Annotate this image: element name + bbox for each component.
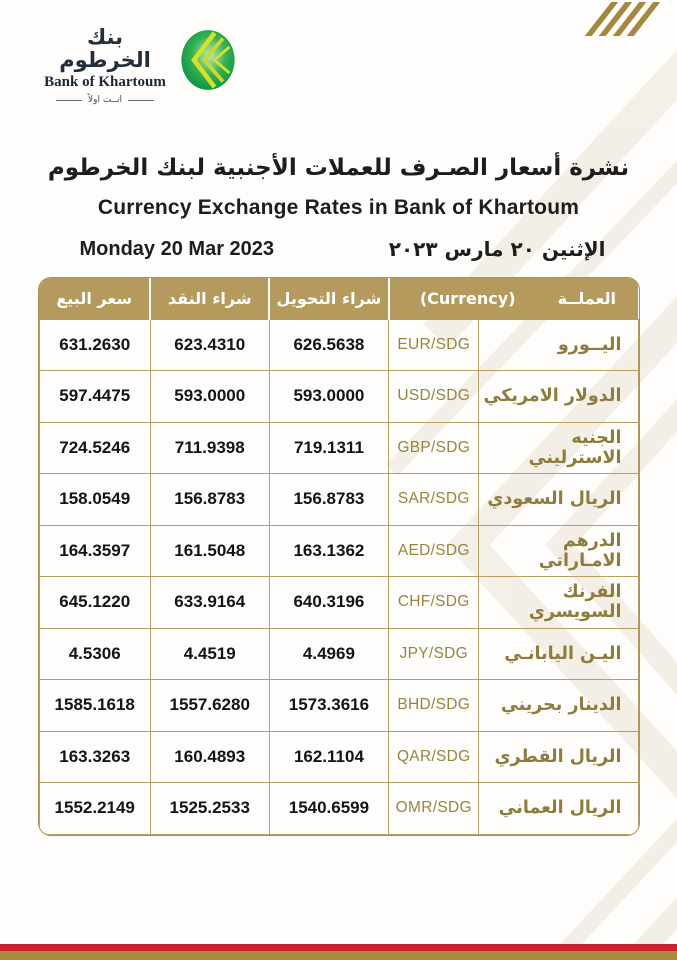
sell-price-cell: 597.4475 bbox=[39, 371, 150, 423]
currency-name-cell: اليــورو bbox=[479, 319, 638, 371]
transfer-buy-cell: 162.1104 bbox=[269, 731, 389, 783]
cash-buy-cell: 1557.6280 bbox=[150, 680, 269, 732]
currency-name-cell: الريال القطري bbox=[479, 731, 638, 783]
transfer-buy-cell: 163.1362 bbox=[269, 525, 389, 577]
currency-name-cell: الجنيه الاسترليني bbox=[479, 422, 638, 474]
currency-code-cell: SAR/SDG bbox=[389, 474, 479, 526]
title-english: Currency Exchange Rates in Bank of Khartoum bbox=[97, 196, 580, 220]
title-arabic: نشرة أسعار الصـرف للعملات الأجنبية لبنك الخرطوم bbox=[47, 155, 630, 182]
sell-price-cell: 645.1220 bbox=[39, 577, 150, 629]
transfer-buy-cell: 640.3196 bbox=[269, 577, 389, 629]
currency-code-cell: CHF/SDG bbox=[389, 577, 479, 629]
header-currency-english: (Currency) bbox=[419, 288, 516, 308]
currency-code-cell: USD/SDG bbox=[389, 371, 479, 423]
sell-price-cell: 1552.2149 bbox=[39, 783, 150, 835]
sell-price-cell: 724.5246 bbox=[39, 422, 150, 474]
cash-buy-cell: 633.9164 bbox=[150, 577, 269, 629]
table-row bbox=[39, 474, 638, 526]
sell-price-cell: 1585.1618 bbox=[39, 680, 150, 732]
sell-price-cell: 4.5306 bbox=[39, 628, 150, 680]
date-row bbox=[38, 237, 640, 261]
header-cash-buy: شراء النقد bbox=[150, 278, 269, 319]
cash-buy-cell: 4.4519 bbox=[150, 628, 269, 680]
currency-code-cell: AED/SDG bbox=[389, 525, 479, 577]
table-row bbox=[39, 422, 638, 474]
transfer-buy-cell: 626.5638 bbox=[269, 319, 389, 371]
cash-buy-cell: 161.5048 bbox=[150, 525, 269, 577]
cash-buy-cell: 156.8783 bbox=[150, 474, 269, 526]
currency-name-cell: الريال العماني bbox=[479, 783, 638, 835]
transfer-buy-cell: 719.1311 bbox=[269, 422, 389, 474]
currency-name-cell: الدرهم الامـاراتي bbox=[479, 525, 638, 577]
cash-buy-cell: 593.0000 bbox=[150, 371, 269, 423]
currency-name-cell: اليـن اليابانـي bbox=[479, 628, 638, 680]
bank-logo bbox=[0, 0, 677, 105]
tagline-dash bbox=[128, 100, 154, 101]
currency-name-cell: الفرنك السويسري bbox=[479, 577, 638, 629]
header-transfer-buy: شراء التحويل bbox=[269, 278, 389, 319]
table-header-row bbox=[39, 278, 638, 319]
date-english: Monday 20 Mar 2023 bbox=[79, 237, 275, 260]
table-row bbox=[39, 783, 638, 835]
bank-name-english: Bank of Khartoum bbox=[44, 74, 166, 91]
transfer-buy-cell: 593.0000 bbox=[269, 371, 389, 423]
sell-price-cell: 164.3597 bbox=[39, 525, 150, 577]
table-row bbox=[39, 731, 638, 783]
sell-price-cell: 631.2630 bbox=[39, 319, 150, 371]
currency-name-cell: الدينار بحريني bbox=[479, 680, 638, 732]
sell-price-cell: 158.0549 bbox=[39, 474, 150, 526]
bank-tagline bbox=[40, 95, 170, 105]
header-sell-price: سعر البيع bbox=[39, 278, 150, 319]
cash-buy-cell: 160.4893 bbox=[150, 731, 269, 783]
cash-buy-cell: 711.9398 bbox=[150, 422, 269, 474]
table-row bbox=[39, 577, 638, 629]
transfer-buy-cell: 4.4969 bbox=[269, 628, 389, 680]
bulletin-titles bbox=[0, 155, 677, 261]
transfer-buy-cell: 156.8783 bbox=[269, 474, 389, 526]
table-row bbox=[39, 525, 638, 577]
transfer-buy-cell: 1573.3616 bbox=[269, 680, 389, 732]
currency-name-cell: الريال السعودي bbox=[479, 474, 638, 526]
header-currency bbox=[389, 278, 638, 319]
currency-code-cell: BHD/SDG bbox=[389, 680, 479, 732]
cash-buy-cell: 1525.2533 bbox=[150, 783, 269, 835]
bank-name-arabic: بنك الخرطوم bbox=[59, 25, 151, 73]
currency-code-cell: QAR/SDG bbox=[389, 731, 479, 783]
cash-buy-cell: 623.4310 bbox=[150, 319, 269, 371]
currency-code-cell: JPY/SDG bbox=[389, 628, 479, 680]
rates-table bbox=[39, 278, 639, 835]
date-arabic: الإثنين ٢٠ مارس ٢٠٢٣ bbox=[388, 237, 606, 262]
bank-logo-text bbox=[40, 26, 170, 105]
bank-logo-mark-icon bbox=[180, 28, 236, 92]
header-currency-arabic: العملــة bbox=[557, 288, 616, 308]
rates-table-container bbox=[38, 277, 640, 836]
table-row bbox=[39, 319, 638, 371]
currency-code-cell: EUR/SDG bbox=[389, 319, 479, 371]
footer-gold-stripe bbox=[0, 951, 677, 960]
currency-code-cell: GBP/SDG bbox=[389, 422, 479, 474]
currency-code-cell: OMR/SDG bbox=[389, 783, 479, 835]
table-row bbox=[39, 628, 638, 680]
tagline-dash bbox=[56, 100, 82, 101]
currency-name-cell: الدولار الامريكي bbox=[479, 371, 638, 423]
table-row bbox=[39, 371, 638, 423]
footer-red-stripe bbox=[0, 944, 677, 951]
transfer-buy-cell: 1540.6599 bbox=[269, 783, 389, 835]
bank-tagline-text: انــت اولاً bbox=[88, 95, 122, 106]
sell-price-cell: 163.3263 bbox=[39, 731, 150, 783]
table-row bbox=[39, 680, 638, 732]
